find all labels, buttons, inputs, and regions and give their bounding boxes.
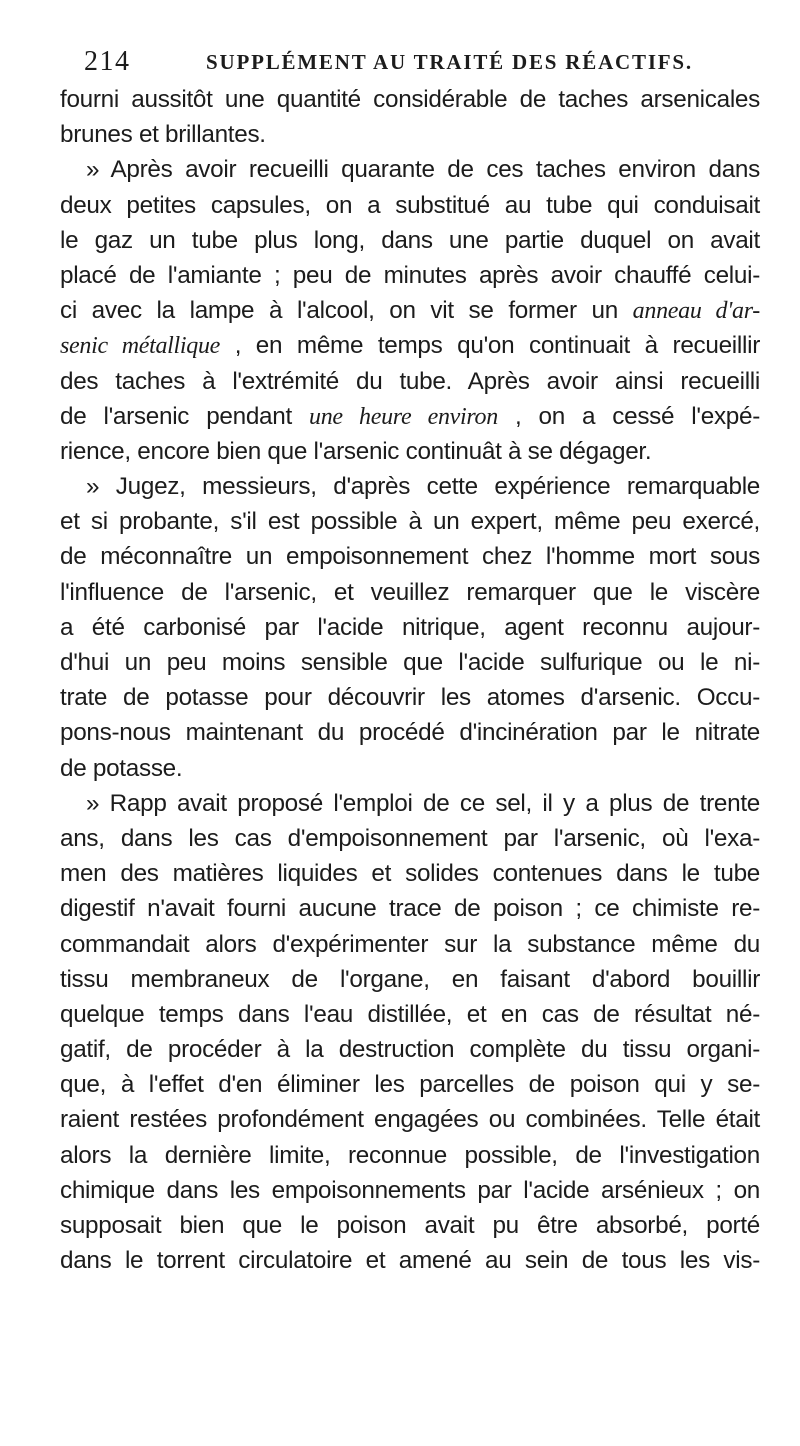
text-line: » Après avoir recueilli quarante de ces taches environ dans: [86, 156, 760, 184]
text-line: raient restées profondément engagées ou combinées. Telle était: [60, 1106, 760, 1134]
text-line: a été carbonisé par l'acide nitrique, agent reconnu aujour-: [60, 613, 760, 641]
text-line: trate de potasse pour découvrir les atomes d'arsenic. Occu-: [60, 684, 760, 712]
text-line: rience, encore bien que l'arsenic continuât à se dégager.: [60, 437, 652, 465]
text-line: des taches à l'extrémité du tube. Après avoir ainsi recueilli: [60, 367, 760, 395]
text-line: le gaz un tube plus long, dans une partie duquel on avait: [60, 226, 760, 254]
text-line: » Jugez, messieurs, d'après cette expérience remarquable: [86, 473, 760, 501]
italic-phrase: anneau d'ar-: [632, 298, 760, 325]
text-line: pons-nous maintenant du procédé d'incinération par le nitrate: [60, 719, 760, 747]
text-line: commandait alors d'expérimenter sur la substance même du: [60, 930, 760, 958]
text-line: alors la dernière limite, reconnue possible, de l'investigation: [60, 1141, 760, 1169]
text-segment: ci avec la lampe à l'alcool, on vit se former un: [60, 297, 618, 325]
text-segment: de l'arsenic pendant: [60, 402, 292, 430]
text-line: [60, 399, 760, 434]
text-line: et si probante, s'il est possible à un expert, même peu exercé,: [60, 508, 760, 536]
text-line: dans le torrent circulatoire et amené au sein de tous les vis-: [60, 1247, 760, 1275]
text-line: placé de l'amiante ; peu de minutes après avoir chauffé celui-: [60, 261, 760, 289]
running-title: SUPPLÉMENT AU TRAITÉ DES RÉACTIFS.: [206, 50, 693, 74]
text-line: brunes et brillantes.: [60, 121, 266, 149]
text-line: que, à l'effet d'en éliminer les parcelles de poison qui y se-: [60, 1071, 760, 1099]
text-line: quelque temps dans l'eau distillée, et en cas de résultat né-: [60, 1000, 760, 1028]
text-line: gatif, de procéder à la destruction complète du tissu organi-: [60, 1036, 760, 1064]
text-line: deux petites capsules, on a substitué au tube qui conduisait: [60, 191, 760, 219]
text-segment: , en même temps qu'on continuait à recueillir: [234, 332, 760, 360]
text-line: l'influence de l'arsenic, et veuillez remarquer que le viscère: [60, 578, 760, 606]
text-line: de potasse.: [60, 754, 183, 782]
text-line: » Rapp avait proposé l'emploi de ce sel, il y a plus de trente: [86, 789, 760, 817]
italic-phrase: senic métallique: [60, 333, 221, 360]
page-header: [60, 44, 760, 84]
text-line: fourni aussitôt une quantité considérable de taches arsenicales: [60, 86, 760, 113]
text-line: d'hui un peu moins sensible que l'acide sulfurique ou le ni-: [60, 649, 760, 676]
text-line: supposait bien que le poison avait pu être absorbé, porté: [60, 1212, 760, 1239]
italic-phrase: une heure environ: [309, 403, 498, 430]
text-line: ans, dans les cas d'empoisonnement par l'arsenic, où l'exa-: [60, 824, 760, 852]
body-text: [60, 82, 760, 1278]
text-line: de méconnaître un empoisonnement chez l'homme mort sous: [60, 543, 760, 571]
text-line: men des matières liquides et solides contenues dans le tube: [60, 860, 760, 888]
text-line: [60, 328, 760, 363]
page-number: 214: [84, 46, 131, 77]
book-page: [60, 44, 761, 1275]
text-line: tissu membraneux de l'organe, en faisant d'abord bouillir: [60, 965, 760, 993]
text-line: digestif n'avait fourni aucune trace de poison ; ce chimiste re-: [60, 895, 760, 923]
text-segment: , on a cessé l'expé-: [515, 402, 761, 430]
text-line: chimique dans les empoisonnements par l'acide arsénieux ; on: [60, 1176, 760, 1204]
text-line: [60, 293, 760, 328]
